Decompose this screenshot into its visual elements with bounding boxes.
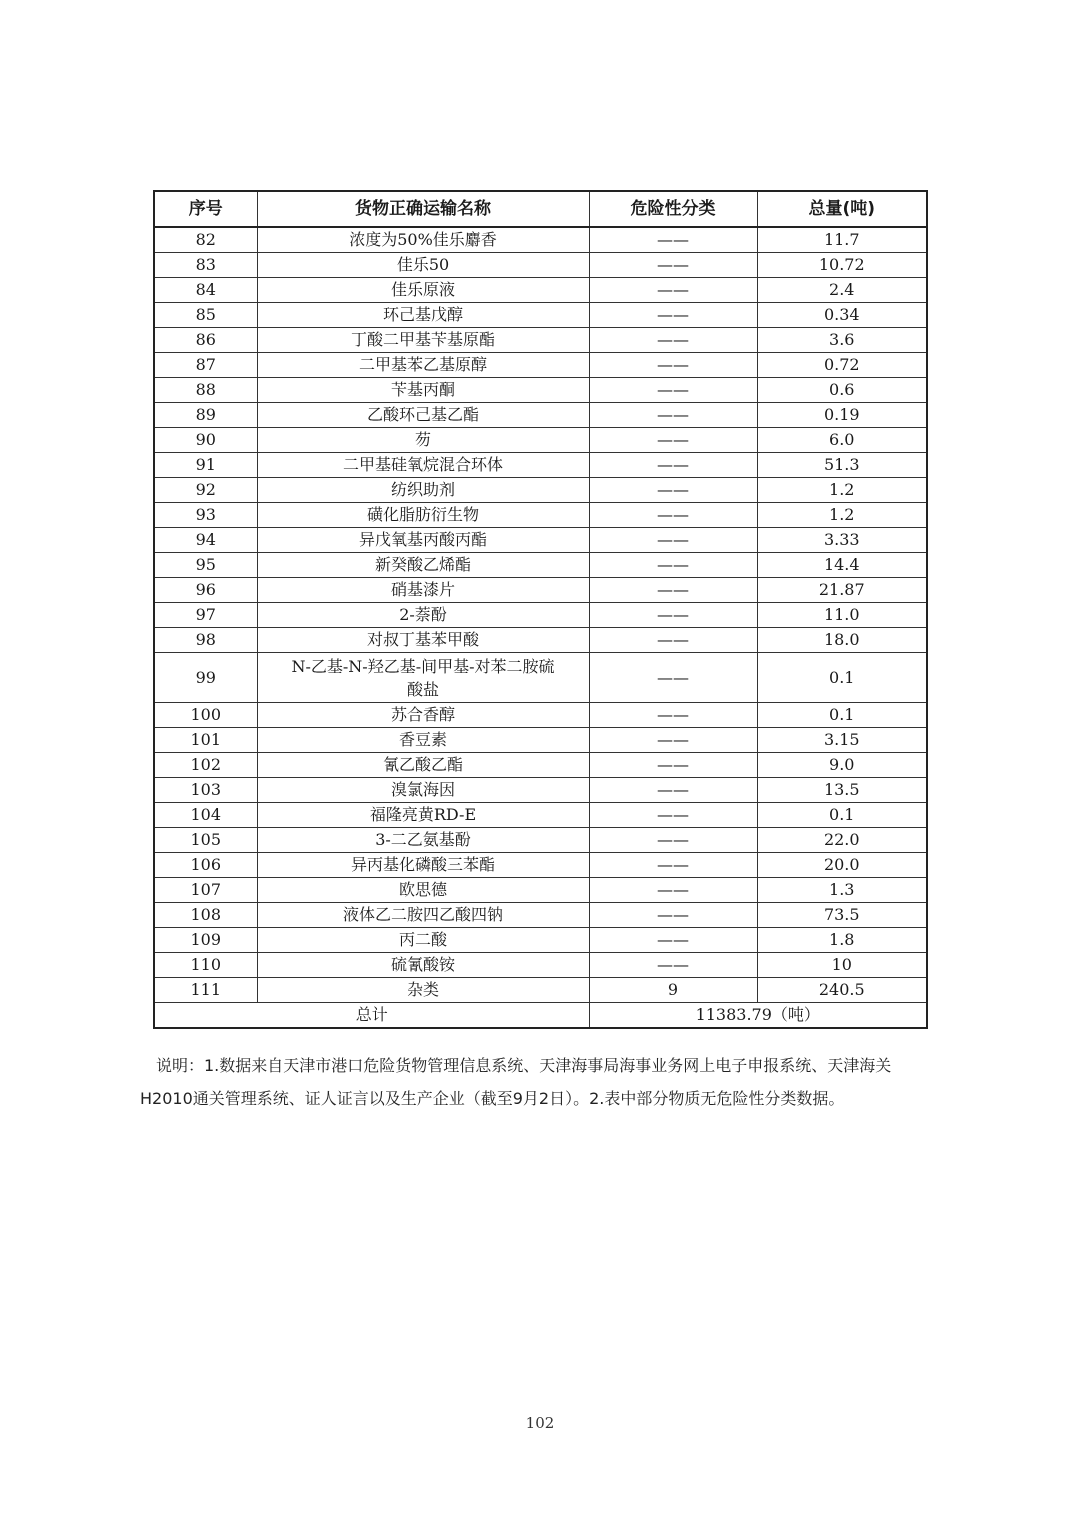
- table-row: [154, 528, 927, 553]
- cell-hazard-class: ——: [589, 878, 757, 903]
- table-row: [154, 853, 927, 878]
- cell-serial-no: 100: [154, 703, 257, 728]
- cell-total-quantity: 1.2: [757, 478, 927, 503]
- cell-hazard-class: 9: [589, 978, 757, 1003]
- cell-total-quantity: 0.1: [757, 803, 927, 828]
- cell-total-quantity: 1.8: [757, 928, 927, 953]
- table-row: [154, 953, 927, 978]
- cell-hazard-class: ——: [589, 278, 757, 303]
- cell-goods-name: 3-二乙氨基酚: [257, 828, 589, 853]
- cell-total-quantity: 13.5: [757, 778, 927, 803]
- cell-serial-no: 106: [154, 853, 257, 878]
- cell-goods-name-line1: N-乙基-N-羟乙基-间甲基-对苯二胺硫: [291, 656, 555, 676]
- cell-goods-name: 溴氯海因: [257, 778, 589, 803]
- table-row: [154, 328, 927, 353]
- cell-goods-name: 浓度为50%佳乐麝香: [257, 227, 589, 253]
- cell-serial-no: 110: [154, 953, 257, 978]
- cell-serial-no: 87: [154, 353, 257, 378]
- cell-goods-name: 磺化脂肪衍生物: [257, 503, 589, 528]
- cell-goods-name: 氰乙酸乙酯: [257, 753, 589, 778]
- table-row: [154, 928, 927, 953]
- table-row: [154, 703, 927, 728]
- hazardous-goods-table: [153, 190, 928, 1029]
- header-serial-no: 序号: [154, 191, 257, 227]
- table-row: [154, 978, 927, 1003]
- cell-serial-no: 104: [154, 803, 257, 828]
- cell-serial-no: 111: [154, 978, 257, 1003]
- cell-serial-no: 107: [154, 878, 257, 903]
- cell-hazard-class: ——: [589, 903, 757, 928]
- cell-hazard-class: ——: [589, 753, 757, 778]
- cell-serial-no: 98: [154, 628, 257, 653]
- cell-total-quantity: 20.0: [757, 853, 927, 878]
- cell-hazard-class: ——: [589, 428, 757, 453]
- cell-total-quantity: 21.87: [757, 578, 927, 603]
- cell-serial-no: 93: [154, 503, 257, 528]
- cell-goods-name-line2: 酸盐: [406, 679, 439, 699]
- cell-serial-no: 94: [154, 528, 257, 553]
- cell-goods-name: 对叔丁基苯甲酸: [257, 628, 589, 653]
- cell-hazard-class: ——: [589, 353, 757, 378]
- cell-total-quantity: 9.0: [757, 753, 927, 778]
- cell-total-quantity: 11.0: [757, 603, 927, 628]
- cell-serial-no: 82: [154, 227, 257, 253]
- cell-total-quantity: 10: [757, 953, 927, 978]
- table-row: [154, 503, 927, 528]
- table-row: [154, 828, 927, 853]
- cell-hazard-class: ——: [589, 853, 757, 878]
- table-header-row: [154, 191, 927, 227]
- cell-hazard-class: ——: [589, 328, 757, 353]
- table-row: [154, 653, 927, 703]
- table-row: [154, 878, 927, 903]
- cell-hazard-class: ——: [589, 928, 757, 953]
- cell-hazard-class: ——: [589, 778, 757, 803]
- cell-total-quantity: 3.6: [757, 328, 927, 353]
- table-row: [154, 353, 927, 378]
- cell-hazard-class: ——: [589, 303, 757, 328]
- cell-serial-no: 97: [154, 603, 257, 628]
- table-row: [154, 803, 927, 828]
- table-row: [154, 428, 927, 453]
- table-row: [154, 378, 927, 403]
- cell-goods-name: 液体乙二胺四乙酸四钠: [257, 903, 589, 928]
- cell-total-quantity: 22.0: [757, 828, 927, 853]
- cell-goods-name: 硫氰酸铵: [257, 953, 589, 978]
- total-value: 11383.79（吨）: [589, 1003, 927, 1029]
- cell-hazard-class: ——: [589, 803, 757, 828]
- cell-total-quantity: 18.0: [757, 628, 927, 653]
- header-total-quantity: 总量(吨): [757, 191, 927, 227]
- total-row: [154, 1003, 927, 1029]
- cell-total-quantity: 0.72: [757, 353, 927, 378]
- cell-goods-name: 福隆亮黄RD-E: [257, 803, 589, 828]
- cell-goods-name: 二甲基硅氧烷混合环体: [257, 453, 589, 478]
- cell-goods-name: 新癸酸乙烯酯: [257, 553, 589, 578]
- cell-goods-name: 纺织助剂: [257, 478, 589, 503]
- cell-total-quantity: 0.1: [757, 703, 927, 728]
- cell-hazard-class: ——: [589, 253, 757, 278]
- cell-total-quantity: 11.7: [757, 227, 927, 253]
- cell-goods-name: 苏合香醇: [257, 703, 589, 728]
- cell-total-quantity: 0.19: [757, 403, 927, 428]
- cell-total-quantity: 14.4: [757, 553, 927, 578]
- cell-hazard-class: ——: [589, 227, 757, 253]
- cell-serial-no: 88: [154, 378, 257, 403]
- cell-hazard-class: ——: [589, 478, 757, 503]
- cell-total-quantity: 2.4: [757, 278, 927, 303]
- cell-goods-name: 苄基丙酮: [257, 378, 589, 403]
- cell-total-quantity: 1.3: [757, 878, 927, 903]
- cell-goods-name: 佳乐原液: [257, 278, 589, 303]
- cell-total-quantity: 6.0: [757, 428, 927, 453]
- table-row: [154, 578, 927, 603]
- table-row: [154, 553, 927, 578]
- cell-total-quantity: 1.2: [757, 503, 927, 528]
- cell-serial-no: 91: [154, 453, 257, 478]
- table-row: [154, 778, 927, 803]
- table-row: [154, 278, 927, 303]
- cell-goods-name: 环己基戊醇: [257, 303, 589, 328]
- cell-goods-name: 硝基漆片: [257, 578, 589, 603]
- cell-hazard-class: ——: [589, 828, 757, 853]
- cell-hazard-class: ——: [589, 653, 757, 703]
- header-goods-name: 货物正确运输名称: [257, 191, 589, 227]
- cell-serial-no: 96: [154, 578, 257, 603]
- cell-hazard-class: ——: [589, 728, 757, 753]
- cell-serial-no: 109: [154, 928, 257, 953]
- table-row: [154, 628, 927, 653]
- cell-goods-name: 异丙基化磷酸三苯酯: [257, 853, 589, 878]
- cell-serial-no: 105: [154, 828, 257, 853]
- table-row: [154, 253, 927, 278]
- cell-goods-name: 佳乐50: [257, 253, 589, 278]
- table-body: [154, 227, 927, 1003]
- cell-goods-name: 欧思德: [257, 878, 589, 903]
- cell-serial-no: 83: [154, 253, 257, 278]
- cell-total-quantity: 73.5: [757, 903, 927, 928]
- table-row: [154, 603, 927, 628]
- cell-serial-no: 102: [154, 753, 257, 778]
- cell-total-quantity: 0.34: [757, 303, 927, 328]
- cell-serial-no: 90: [154, 428, 257, 453]
- cell-serial-no: 84: [154, 278, 257, 303]
- cell-goods-name: 杂类: [257, 978, 589, 1003]
- cell-hazard-class: ——: [589, 628, 757, 653]
- table-row: [154, 728, 927, 753]
- cell-serial-no: 101: [154, 728, 257, 753]
- cell-total-quantity: 51.3: [757, 453, 927, 478]
- total-label: 总计: [154, 1003, 589, 1029]
- cell-serial-no: 103: [154, 778, 257, 803]
- cell-total-quantity: 240.5: [757, 978, 927, 1003]
- cell-hazard-class: ——: [589, 703, 757, 728]
- page-number: 102: [525, 1414, 555, 1432]
- cell-serial-no: 85: [154, 303, 257, 328]
- cell-total-quantity: 3.33: [757, 528, 927, 553]
- cell-total-quantity: 0.6: [757, 378, 927, 403]
- cell-total-quantity: 0.1: [757, 653, 927, 703]
- cell-serial-no: 92: [154, 478, 257, 503]
- footnote: 说明：1.数据来自天津市港口危险货物管理信息系统、天津海事局海事业务网上电子申报系统、天津海关H2010通关管理系统、证人证言以及生产企业（截至9月2日）。2.表中部分物质无危险性分类数据。: [140, 1056, 892, 1108]
- cell-hazard-class: ——: [589, 553, 757, 578]
- cell-serial-no: 95: [154, 553, 257, 578]
- table-row: [154, 453, 927, 478]
- cell-goods-name: 乙酸环己基乙酯: [257, 403, 589, 428]
- cell-total-quantity: 3.15: [757, 728, 927, 753]
- cell-goods-name: [257, 653, 589, 703]
- cell-hazard-class: ——: [589, 453, 757, 478]
- cell-goods-name: 丙二酸: [257, 928, 589, 953]
- cell-hazard-class: ——: [589, 403, 757, 428]
- cell-serial-no: 89: [154, 403, 257, 428]
- table-row: [154, 303, 927, 328]
- cell-total-quantity: 10.72: [757, 253, 927, 278]
- cell-goods-name: 丁酸二甲基苄基原酯: [257, 328, 589, 353]
- cell-hazard-class: ——: [589, 578, 757, 603]
- cell-serial-no: 99: [154, 653, 257, 703]
- cell-hazard-class: ——: [589, 953, 757, 978]
- cell-goods-name: 芴: [257, 428, 589, 453]
- cell-goods-name: 异戊氧基丙酸丙酯: [257, 528, 589, 553]
- cell-hazard-class: ——: [589, 503, 757, 528]
- cell-goods-name: 二甲基苯乙基原醇: [257, 353, 589, 378]
- cell-hazard-class: ——: [589, 378, 757, 403]
- table-row: [154, 903, 927, 928]
- cell-serial-no: 108: [154, 903, 257, 928]
- cell-goods-name: 香豆素: [257, 728, 589, 753]
- cell-goods-name: 2-萘酚: [257, 603, 589, 628]
- cell-serial-no: 86: [154, 328, 257, 353]
- table-row: [154, 227, 927, 253]
- cell-hazard-class: ——: [589, 603, 757, 628]
- header-hazard-class: 危险性分类: [589, 191, 757, 227]
- table-row: [154, 403, 927, 428]
- cell-hazard-class: ——: [589, 528, 757, 553]
- table-row: [154, 478, 927, 503]
- table-row: [154, 753, 927, 778]
